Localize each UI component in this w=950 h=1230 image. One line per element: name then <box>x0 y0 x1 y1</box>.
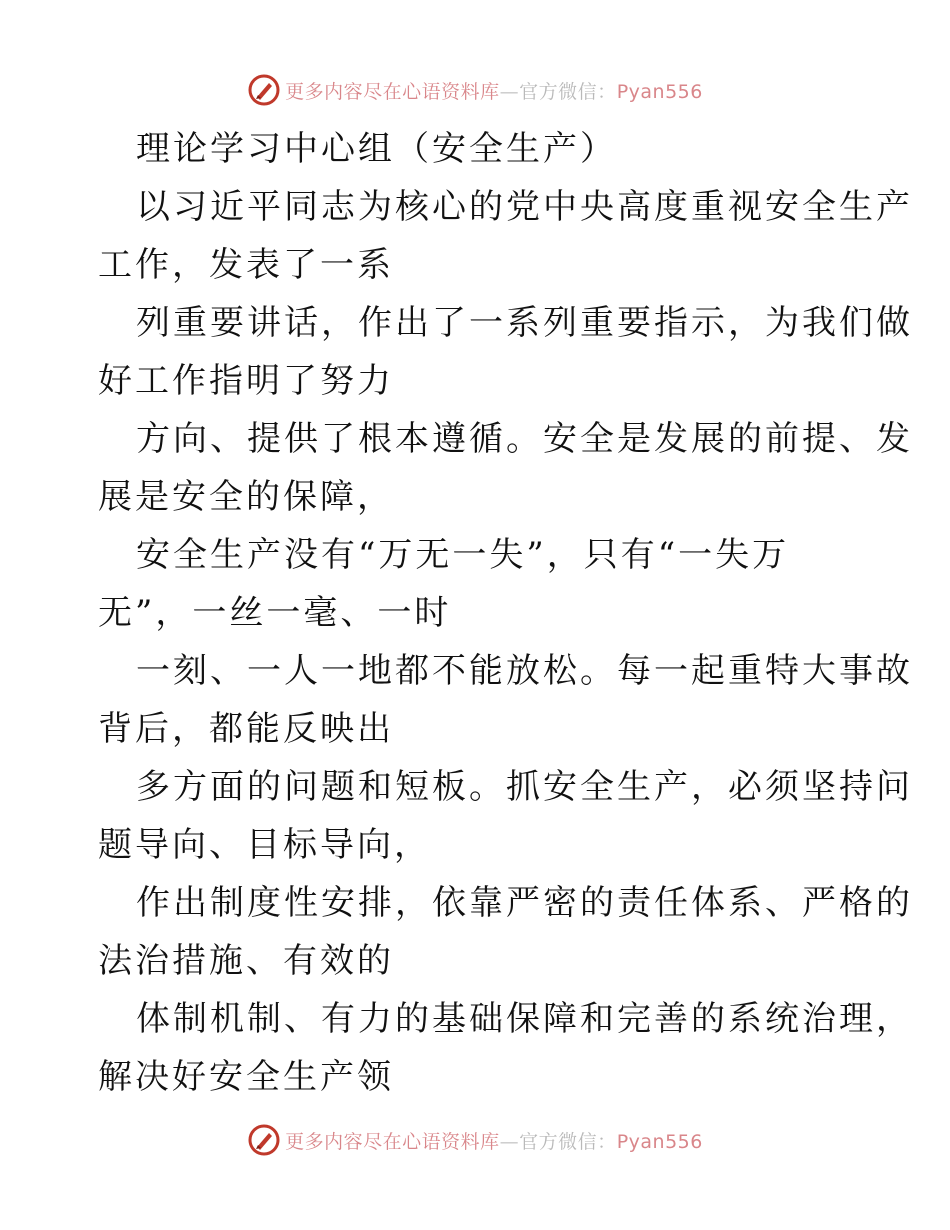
paragraph-line: 工作，发表了一系 <box>98 245 394 285</box>
paragraph-line: 安全生产没有“万无一失”，只有“一失万 <box>136 535 790 575</box>
paragraph-line: 法治措施、有效的 <box>98 941 394 981</box>
pen-logo-icon <box>247 73 281 107</box>
watermark-text: 更多内容尽在心语资料库—官方微信：Pyan556 <box>285 80 703 103</box>
document-title: 理论学习中心组（安全生产） <box>136 129 617 169</box>
paragraph-line: 列重要讲话，作出了一系列重要指示，为我们做 <box>136 303 913 343</box>
paragraph-line: 好工作指明了努力 <box>98 361 394 401</box>
paragraph-line: 多方面的问题和短板。抓安全生产，必须坚持问 <box>136 767 913 807</box>
watermark-text: 更多内容尽在心语资料库—官方微信：Pyan556 <box>285 1130 703 1153</box>
paragraph-line: 作出制度性安排，依靠严密的责任体系、严格的 <box>136 883 913 923</box>
paragraph-line: 以习近平同志为核心的党中央高度重视安全生产 <box>136 187 913 227</box>
paragraph-line: 无”，一丝一毫、一时 <box>98 593 452 633</box>
header-watermark <box>0 70 950 110</box>
paragraph-line: 解决好安全生产领 <box>98 1057 394 1097</box>
document-body <box>98 120 913 1106</box>
paragraph-line: 背后，都能反映出 <box>98 709 394 749</box>
paragraph-line: 体制机制、有力的基础保障和完善的系统治理， <box>136 999 913 1039</box>
footer-watermark <box>0 1120 950 1160</box>
paragraph-line: 题导向、目标导向， <box>98 825 431 865</box>
paragraph-line: 方向、提供了根本遵循。安全是发展的前提、发 <box>136 419 913 459</box>
paragraph-line: 展是安全的保障， <box>98 477 394 517</box>
paragraph-line: 一刻、一人一地都不能放松。每一起重特大事故 <box>136 651 913 691</box>
pen-logo-icon <box>247 1123 281 1157</box>
